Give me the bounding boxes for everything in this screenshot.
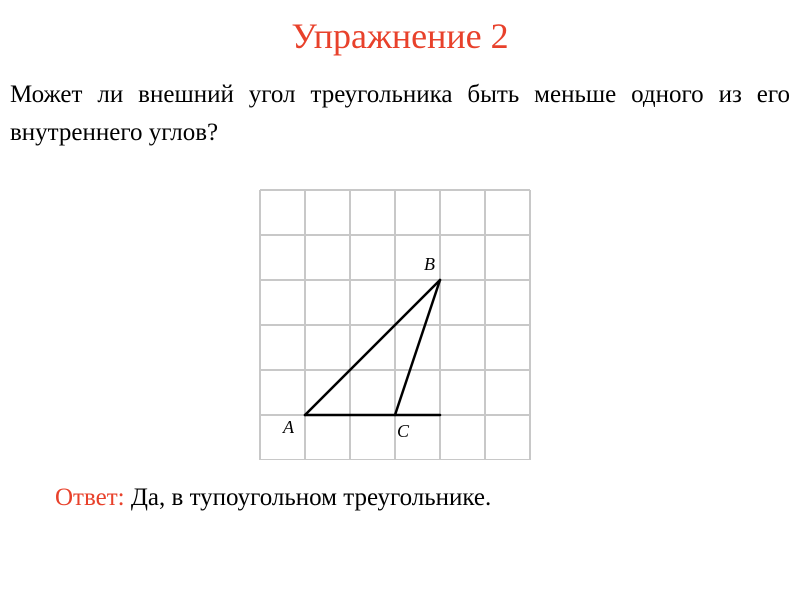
answer-label: Ответ:: [55, 484, 125, 511]
side-ab: [305, 280, 440, 415]
vertex-label-a: A: [283, 417, 294, 437]
triangle-lines: [305, 280, 440, 415]
answer-line: [55, 480, 491, 516]
triangle-figure: [250, 180, 550, 460]
slide-title: Упражнение 2: [291, 16, 509, 56]
vertex-label-c: C: [397, 421, 410, 441]
answer-text: Да, в тупоугольном треугольнике.: [124, 484, 492, 511]
question-text: Может ли внешний угол треугольника быть меньше одного из его внутреннего углов?: [10, 81, 790, 146]
vertex-label-b: B: [424, 254, 435, 274]
side-bc: [395, 280, 440, 415]
